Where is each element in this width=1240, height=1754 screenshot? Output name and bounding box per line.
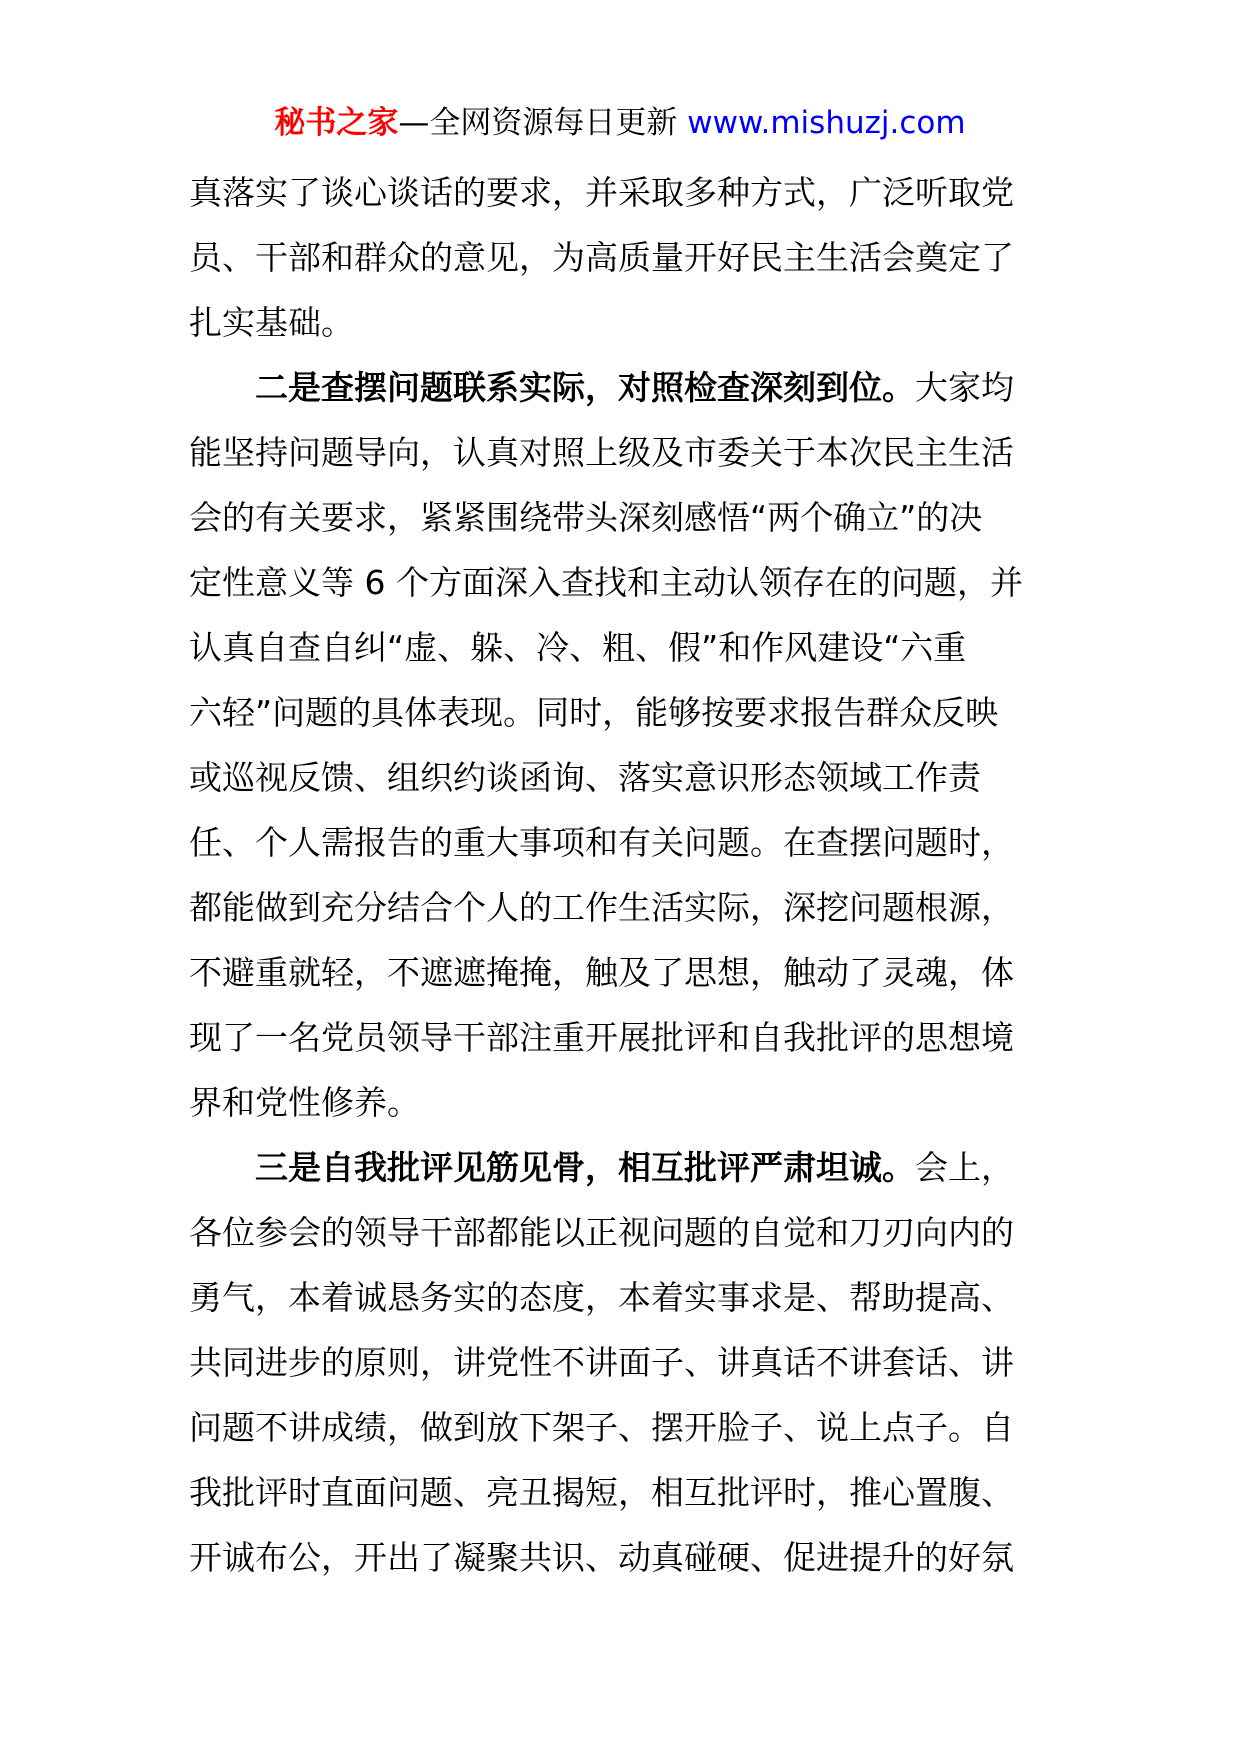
text-line: 问题不讲成绩，做到放下架子、摆开脸子、说上点子。自 [189, 1408, 1014, 1447]
text-line: 勇气，本着诚恳务实的态度，本着实事求是、帮助提高、 [189, 1278, 1014, 1317]
text-line: 六轻”问题的具体表现。同时，能够按要求报告群众反映 [189, 693, 999, 732]
text-line: 界和党性修养。 [189, 1083, 420, 1122]
text-line: 会的有关要求，紧紧围绕带头深刻感悟“两个确立”的决 [189, 498, 983, 537]
paragraph-lead-rest: 会上， [915, 1148, 1014, 1187]
text-line: 都能做到充分结合个人的工作生活实际，深挖问题根源， [189, 888, 1014, 927]
text-line: 不避重就轻，不遮遮掩掩，触及了思想，触动了灵魂，体 [189, 953, 1014, 992]
text-line: 真落实了谈心谈话的要求，并采取多种方式，广泛听取党 [189, 173, 1014, 212]
text-line: 任、个人需报告的重大事项和有关问题。在查摆问题时， [189, 823, 1014, 862]
text-line: 各位参会的领导干部都能以正视问题的自觉和刀刃向内的 [189, 1213, 1014, 1252]
paragraph-heading-line [189, 355, 1059, 420]
text-line: 员、干部和群众的意见，为高质量开好民主生活会奠定了 [189, 238, 1014, 277]
brand-name: 秘书之家 [274, 105, 399, 141]
paragraph-lead: 三是自我批评见筋见骨，相互批评严肃坦诚。 [255, 1148, 915, 1187]
paragraph-lead: 二是查摆问题联系实际，对照检查深刻到位。 [255, 368, 915, 407]
text-line: 共同进步的原则，讲党性不讲面子、讲真话不讲套话、讲 [189, 1343, 1014, 1382]
header-tagline: —全网资源每日更新 [398, 105, 688, 141]
paragraph-lead-rest: 大家均 [915, 368, 1014, 407]
text-line: 现了一名党员领导干部注重开展批评和自我批评的思想境 [189, 1018, 1014, 1057]
text-line: 或巡视反馈、组织约谈函询、落实意识形态领域工作责 [189, 758, 981, 797]
page-header [0, 100, 1240, 146]
document-body [189, 160, 1059, 1590]
paragraph-heading-line [189, 1135, 1059, 1200]
text-line: 认真自查自纠“虚、躲、冷、粗、假”和作风建设“六重 [189, 628, 967, 667]
text-line: 能坚持问题导向，认真对照上级及市委关于本次民主生活 [189, 433, 1014, 472]
text-line: 定性意义等 6 个方面深入查找和主动认领存在的问题，并 [189, 563, 1023, 602]
text-line: 我批评时直面问题、亮丑揭短，相互批评时，推心置腹、 [189, 1473, 1014, 1512]
website-link[interactable]: www.mishuzj.com [687, 105, 966, 141]
text-line: 开诚布公，开出了凝聚共识、动真碰硬、促进提升的好氛 [189, 1538, 1014, 1577]
text-line: 扎实基础。 [189, 303, 354, 342]
